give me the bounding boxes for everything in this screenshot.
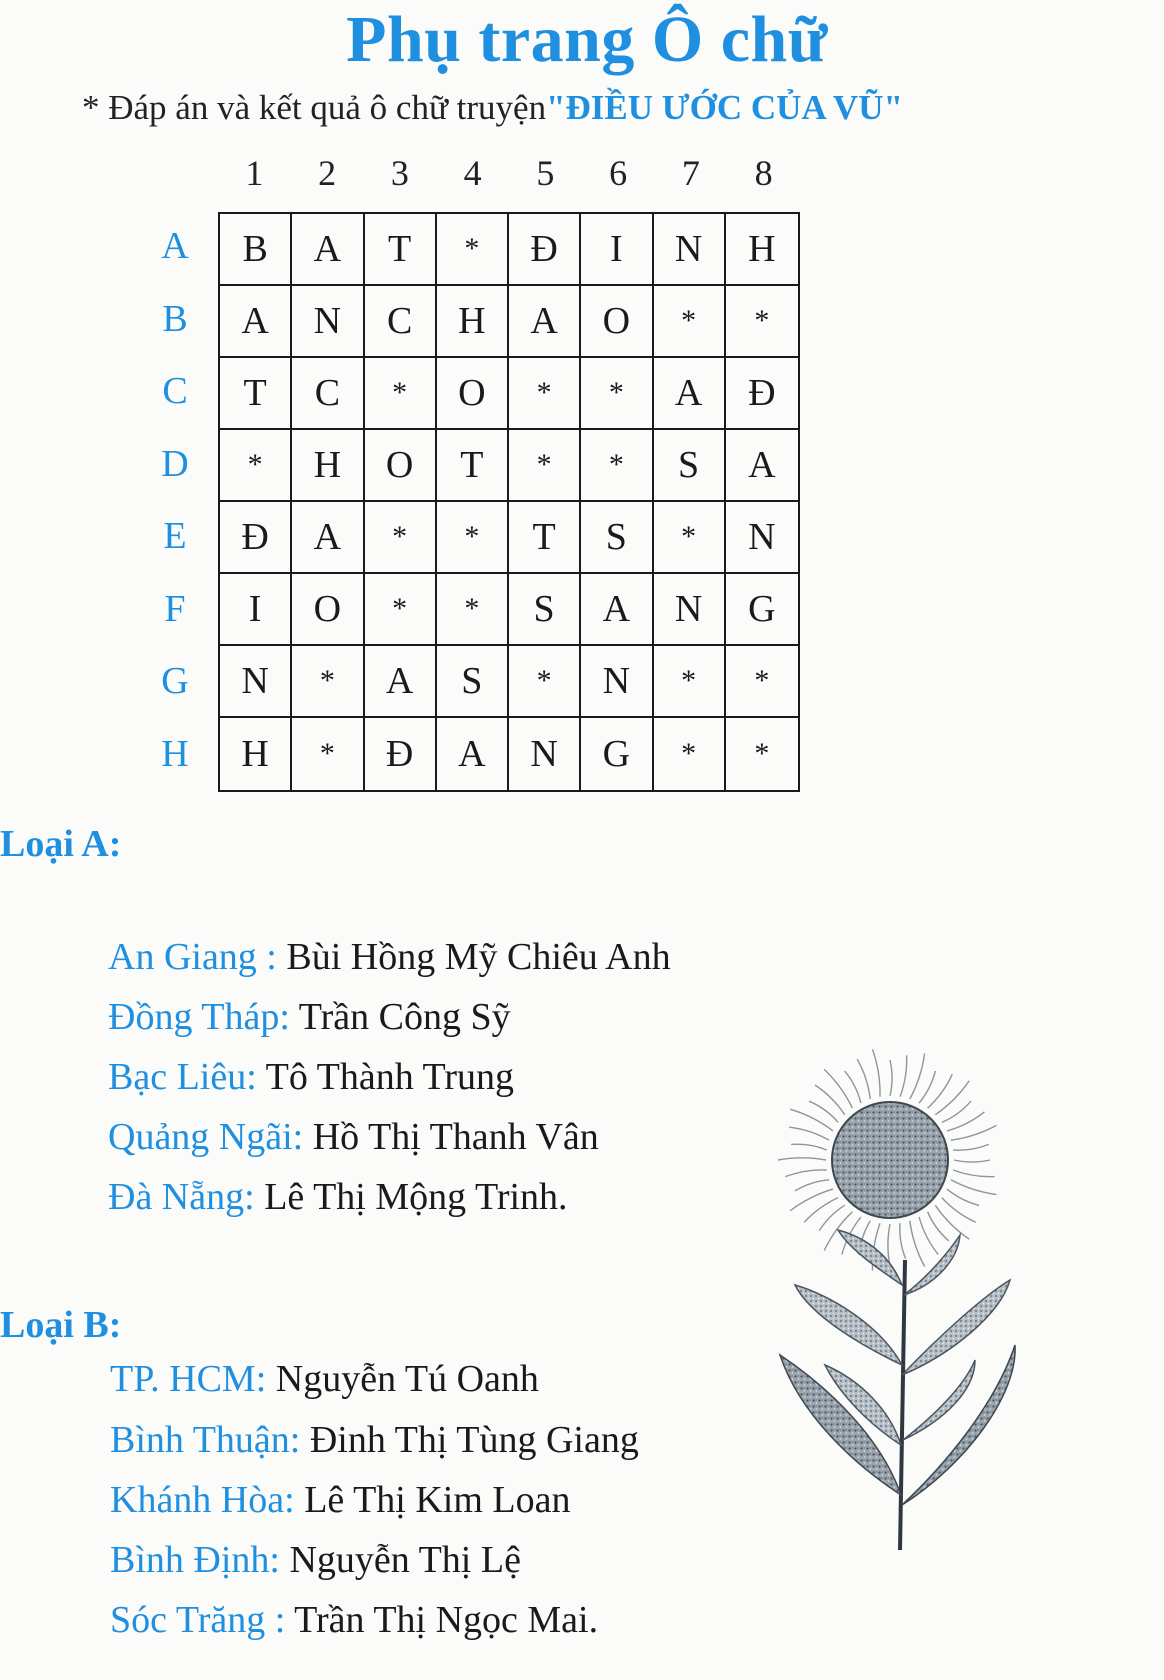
grid-cell: C <box>365 286 437 358</box>
grid-cell: A <box>509 286 581 358</box>
row-labels <box>150 212 200 792</box>
grid-cell: N <box>292 286 364 358</box>
winner-entry <box>108 1055 514 1099</box>
row-label: G <box>161 660 189 703</box>
winner-entry <box>108 935 671 979</box>
column-label: 4 <box>463 153 482 193</box>
winner-name: Lê Thị Kim Loan <box>304 1479 571 1521</box>
winner-entry <box>110 1598 598 1642</box>
winner-name: Trần Thị Ngọc Mai. <box>294 1599 599 1641</box>
grid-cell: A <box>292 502 364 574</box>
province-label: Đồng Tháp: <box>108 996 290 1038</box>
grid-cell: N <box>654 574 726 646</box>
story-title: "ĐIỀU ƯỚC CỦA VŨ" <box>546 88 903 127</box>
column-label: 2 <box>318 153 337 193</box>
grid-cell: O <box>292 574 364 646</box>
grid-cell: O <box>581 286 653 358</box>
grid-cell: S <box>581 502 653 574</box>
column-label: 1 <box>245 153 264 193</box>
flower-center <box>832 1102 948 1218</box>
grid-cell: S <box>437 646 509 718</box>
grid-cell: O <box>365 430 437 502</box>
grid-cell: A <box>292 214 364 286</box>
grid-cell: * <box>437 214 509 286</box>
grid-cell: * <box>654 718 726 790</box>
row-label: B <box>162 297 188 340</box>
grid-cell: * <box>365 502 437 574</box>
row-label: D <box>161 442 189 485</box>
winner-entry <box>108 1175 568 1219</box>
loai-a-title: Loại A: <box>0 823 122 865</box>
loai-b-title: Loại B: <box>0 1304 122 1346</box>
grid-cell: * <box>365 358 437 430</box>
winner-name: Hồ Thị Thanh Vân <box>312 1116 599 1158</box>
grid-cell: * <box>754 737 770 770</box>
grid-cell: * <box>581 430 653 502</box>
grid-cell: * <box>581 358 653 430</box>
row-label: A <box>161 225 189 268</box>
column-label: 5 <box>536 153 555 193</box>
province-label: Bạc Liêu: <box>108 1056 257 1098</box>
grid-cell: * <box>726 286 798 358</box>
grid-cell: A <box>437 718 509 790</box>
winner-entry <box>110 1357 539 1401</box>
subtitle-prefix: * Đáp án và kết quả ô chữ truyện <box>82 88 547 127</box>
grid-cell: N <box>220 646 292 718</box>
grid-cell: A <box>581 574 653 646</box>
grid-cell: T <box>437 430 509 502</box>
winner-name: Bùi Hồng Mỹ Chiêu Anh <box>286 936 671 978</box>
grid-cell: G <box>726 574 798 646</box>
grid-cell: * <box>292 718 364 790</box>
grid-cell: O <box>437 358 509 430</box>
column-label: 6 <box>609 153 628 193</box>
grid-cell: T <box>220 358 292 430</box>
sunflower-illustration <box>770 1045 1030 1555</box>
grid-cell: H <box>220 718 292 790</box>
grid-cell: A <box>726 430 798 502</box>
grid-cell: N <box>654 214 726 286</box>
grid-cell: A <box>654 358 726 430</box>
winner-name: Nguyễn Thị Lệ <box>289 1539 521 1581</box>
row-label: E <box>163 515 187 558</box>
province-label: Quảng Ngãi: <box>108 1116 304 1158</box>
winner-entry <box>108 995 511 1039</box>
row-label: H <box>161 732 189 775</box>
winner-name: Trần Công Sỹ <box>298 996 511 1038</box>
grid-cell: * <box>509 358 581 430</box>
grid-cell: S <box>509 574 581 646</box>
column-labels <box>218 152 800 196</box>
winner-name: Đinh Thị Tùng Giang <box>309 1419 639 1461</box>
province-label: An Giang : <box>108 936 277 978</box>
crossword-grid <box>218 212 800 792</box>
grid-cell: * <box>509 430 581 502</box>
grid-cell: G <box>581 718 653 790</box>
winner-name: Lê Thị Mộng Trinh. <box>264 1176 568 1218</box>
grid-cell: I <box>220 574 292 646</box>
grid-cell: * <box>437 574 509 646</box>
grid-cell: * <box>292 646 364 718</box>
grid-cell: * <box>654 502 726 574</box>
province-label: TP. HCM: <box>110 1358 267 1400</box>
grid-cell: Đ <box>726 358 798 430</box>
page-title: Phụ trang Ô chữ <box>346 3 828 76</box>
grid-cell: B <box>220 214 292 286</box>
grid-cell: Đ <box>509 214 581 286</box>
winner-entry <box>110 1478 570 1522</box>
grid-cell: H <box>726 214 798 286</box>
grid-cell: T <box>509 502 581 574</box>
province-label: Đà Nẵng: <box>108 1176 255 1218</box>
grid-cell: S <box>654 430 726 502</box>
winner-entry <box>110 1538 521 1582</box>
winner-name: Tô Thành Trung <box>265 1056 515 1098</box>
column-label: 3 <box>390 153 409 193</box>
grid-cell: * <box>726 646 798 718</box>
subtitle <box>82 88 903 128</box>
grid-cell: A <box>365 646 437 718</box>
grid-cell: * <box>509 646 581 718</box>
grid-cell: * <box>365 574 437 646</box>
grid-cell: T <box>365 214 437 286</box>
province-label: Bình Thuận: <box>110 1419 301 1461</box>
grid-cell: * <box>654 646 726 718</box>
grid-cell: * <box>654 286 726 358</box>
row-label: C <box>162 370 188 413</box>
grid-cell: H <box>292 430 364 502</box>
grid-cell: N <box>509 718 581 790</box>
grid-cell: Đ <box>365 718 437 790</box>
row-label: F <box>164 587 186 630</box>
winner-entry <box>110 1418 639 1462</box>
grid-cell: * <box>220 430 292 502</box>
grid-cell: C <box>292 358 364 430</box>
grid-cell: N <box>581 646 653 718</box>
grid-cell: I <box>581 214 653 286</box>
province-label: Khánh Hòa: <box>110 1479 295 1521</box>
column-label: 8 <box>754 153 773 193</box>
grid-cell: N <box>726 502 798 574</box>
winner-entry <box>108 1115 599 1159</box>
province-label: Bình Định: <box>110 1539 280 1581</box>
grid-cell: * <box>437 502 509 574</box>
grid-cell: Đ <box>220 502 292 574</box>
grid-cell: A <box>220 286 292 358</box>
province-label: Sóc Trăng : <box>110 1599 286 1641</box>
column-label: 7 <box>681 153 700 193</box>
winner-name: Nguyễn Tú Oanh <box>275 1358 539 1400</box>
grid-cell: H <box>437 286 509 358</box>
